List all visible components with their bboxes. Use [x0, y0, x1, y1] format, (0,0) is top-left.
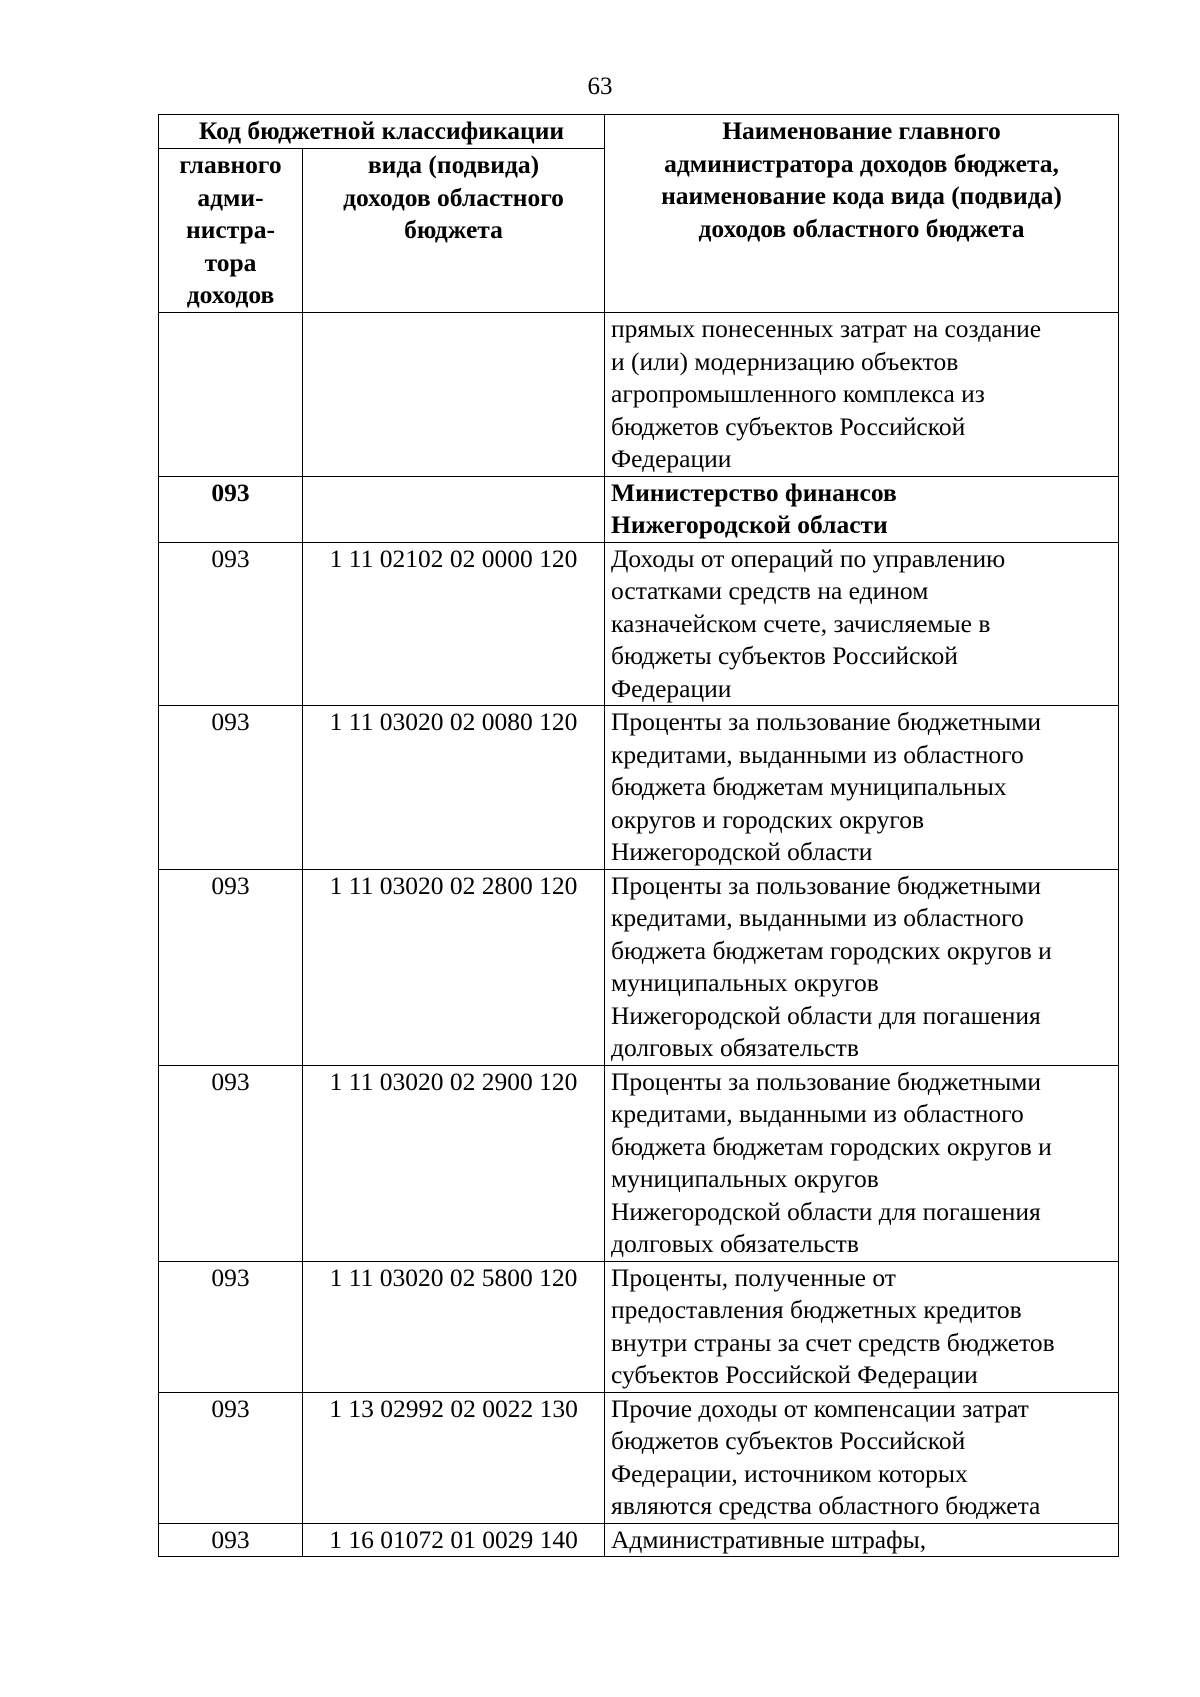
cell-name-line: Проценты за пользование бюджетными — [611, 707, 1042, 736]
cell-name-line: Нижегородской области для погашения — [611, 1196, 1041, 1226]
table-header — [159, 115, 1119, 313]
header-name-line: Наименование главного — [722, 116, 1001, 145]
table-body — [159, 313, 1119, 1557]
cell-admin-code: 093 — [159, 706, 303, 870]
header-name-line: наименование кода вида (подвида) — [661, 181, 1062, 210]
table-row — [159, 1065, 1119, 1261]
header-admin-line: нистра- — [186, 215, 275, 244]
header-name-line: доходов областного бюджета — [698, 213, 1025, 243]
cell-name-line: Нижегородской области для погашения — [611, 1000, 1041, 1030]
cell-income-code: 1 16 01072 01 0029 140 — [303, 1523, 605, 1557]
cell-admin-code: 093 — [159, 476, 303, 542]
cell-name-line: долговых обязательств — [611, 1033, 859, 1062]
table-row — [159, 1523, 1119, 1557]
cell-name-line: муниципальных округов — [611, 1164, 879, 1193]
cell-income-name — [605, 313, 1119, 477]
table-row — [159, 542, 1119, 706]
cell-income-code — [303, 313, 605, 477]
cell-name-line: Министерство финансов — [611, 477, 897, 507]
header-admin-line: главного — [179, 150, 282, 179]
cell-name-line: предоставления бюджетных кредитов — [611, 1295, 1022, 1324]
cell-name-line: субъектов Российской Федерации — [611, 1360, 978, 1389]
cell-admin-code: 093 — [159, 1065, 303, 1261]
cell-name-line: бюджета бюджетам городских округов и — [611, 935, 1052, 965]
cell-name-line: Нижегородской области — [611, 837, 873, 866]
cell-name-line: внутри страны за счет средств бюджетов — [611, 1327, 1055, 1357]
header-code-column — [303, 149, 605, 313]
table-row — [159, 1261, 1119, 1392]
cell-income-code: 1 11 03020 02 5800 120 — [303, 1261, 605, 1392]
cell-name-line: являются средства областного бюджета — [611, 1491, 1041, 1520]
cell-income-name — [605, 542, 1119, 706]
cell-name-line: кредитами, выданными из областного — [611, 739, 1024, 769]
cell-income-name — [605, 1392, 1119, 1523]
cell-income-code: 1 11 02102 02 0000 120 — [303, 542, 605, 706]
cell-income-name — [605, 476, 1119, 542]
header-admin-line: доходов — [186, 280, 275, 309]
cell-name-line: Нижегородской области — [611, 510, 888, 539]
cell-name-line: долговых обязательств — [611, 1229, 859, 1258]
cell-admin-code: 093 — [159, 869, 303, 1065]
cell-income-name — [605, 706, 1119, 870]
cell-name-line: Проценты, полученные от — [611, 1262, 896, 1292]
budget-classification-table — [158, 114, 1119, 1557]
header-name-column — [605, 115, 1119, 313]
cell-admin-code: 093 — [159, 542, 303, 706]
cell-admin-code — [159, 313, 303, 477]
header-admin-line: тора — [204, 247, 257, 277]
cell-income-name — [605, 1523, 1119, 1557]
cell-name-line: бюджета бюджетам городских округов и — [611, 1131, 1052, 1161]
cell-name-line: остатками средств на едином — [611, 576, 929, 605]
header-code-line: доходов областного — [343, 182, 564, 212]
cell-name-line: бюджетов субъектов Российской — [611, 411, 966, 441]
cell-income-code: 1 11 03020 02 0080 120 — [303, 706, 605, 870]
cell-income-name — [605, 1261, 1119, 1392]
table-row — [159, 869, 1119, 1065]
cell-name-line: Доходы от операций по управлению — [611, 543, 1006, 573]
cell-name-line: Проценты за пользование бюджетными — [611, 870, 1042, 900]
cell-name-line: бюджета бюджетам муниципальных — [611, 772, 1007, 801]
header-admin-line: адми- — [197, 182, 264, 212]
cell-name-line: Федерации, источником которых — [611, 1458, 968, 1488]
cell-income-name — [605, 869, 1119, 1065]
table-row — [159, 706, 1119, 870]
header-code-line: вида (подвида) — [367, 150, 540, 179]
cell-name-line: агропромышленного комплекса из — [611, 379, 985, 408]
table-row — [159, 1392, 1119, 1523]
cell-name-line: округов и городских округов — [611, 804, 925, 834]
cell-income-code: 1 11 03020 02 2800 120 — [303, 869, 605, 1065]
cell-name-line: кредитами, выданными из областного — [611, 1099, 1024, 1128]
cell-admin-code: 093 — [159, 1523, 303, 1557]
cell-admin-code: 093 — [159, 1261, 303, 1392]
cell-name-line: Проценты за пользование бюджетными — [611, 1066, 1042, 1096]
cell-name-line: Административные штрафы, — [611, 1524, 927, 1554]
cell-name-line: Федерации — [611, 673, 732, 703]
cell-name-line: и (или) модернизацию объектов — [611, 346, 959, 376]
header-budget-classification-code: Код бюджетной классификации — [159, 115, 605, 149]
cell-income-code: 1 11 03020 02 2900 120 — [303, 1065, 605, 1261]
cell-name-line: бюджетов субъектов Российской — [611, 1426, 966, 1455]
cell-income-name — [605, 1065, 1119, 1261]
table-row — [159, 476, 1119, 542]
cell-name-line: казначейском счете, зачисляемые в — [611, 608, 991, 638]
cell-name-line: бюджеты субъектов Российской — [611, 641, 958, 670]
cell-name-line: Федерации — [611, 444, 732, 473]
header-admin-column — [159, 149, 303, 313]
header-code-line: бюджета — [404, 215, 503, 244]
header-name-line: администратора доходов бюджета, — [664, 148, 1059, 178]
table-row — [159, 313, 1119, 477]
cell-name-line: прямых понесенных затрат на создание — [611, 314, 1042, 343]
cell-income-code: 1 13 02992 02 0022 130 — [303, 1392, 605, 1523]
cell-name-line: кредитами, выданными из областного — [611, 903, 1024, 932]
cell-name-line: Прочие доходы от компенсации затрат — [611, 1393, 1029, 1423]
page-number: 63 — [587, 73, 613, 100]
cell-name-line: муниципальных округов — [611, 968, 879, 997]
cell-admin-code: 093 — [159, 1392, 303, 1523]
cell-income-code — [303, 476, 605, 542]
